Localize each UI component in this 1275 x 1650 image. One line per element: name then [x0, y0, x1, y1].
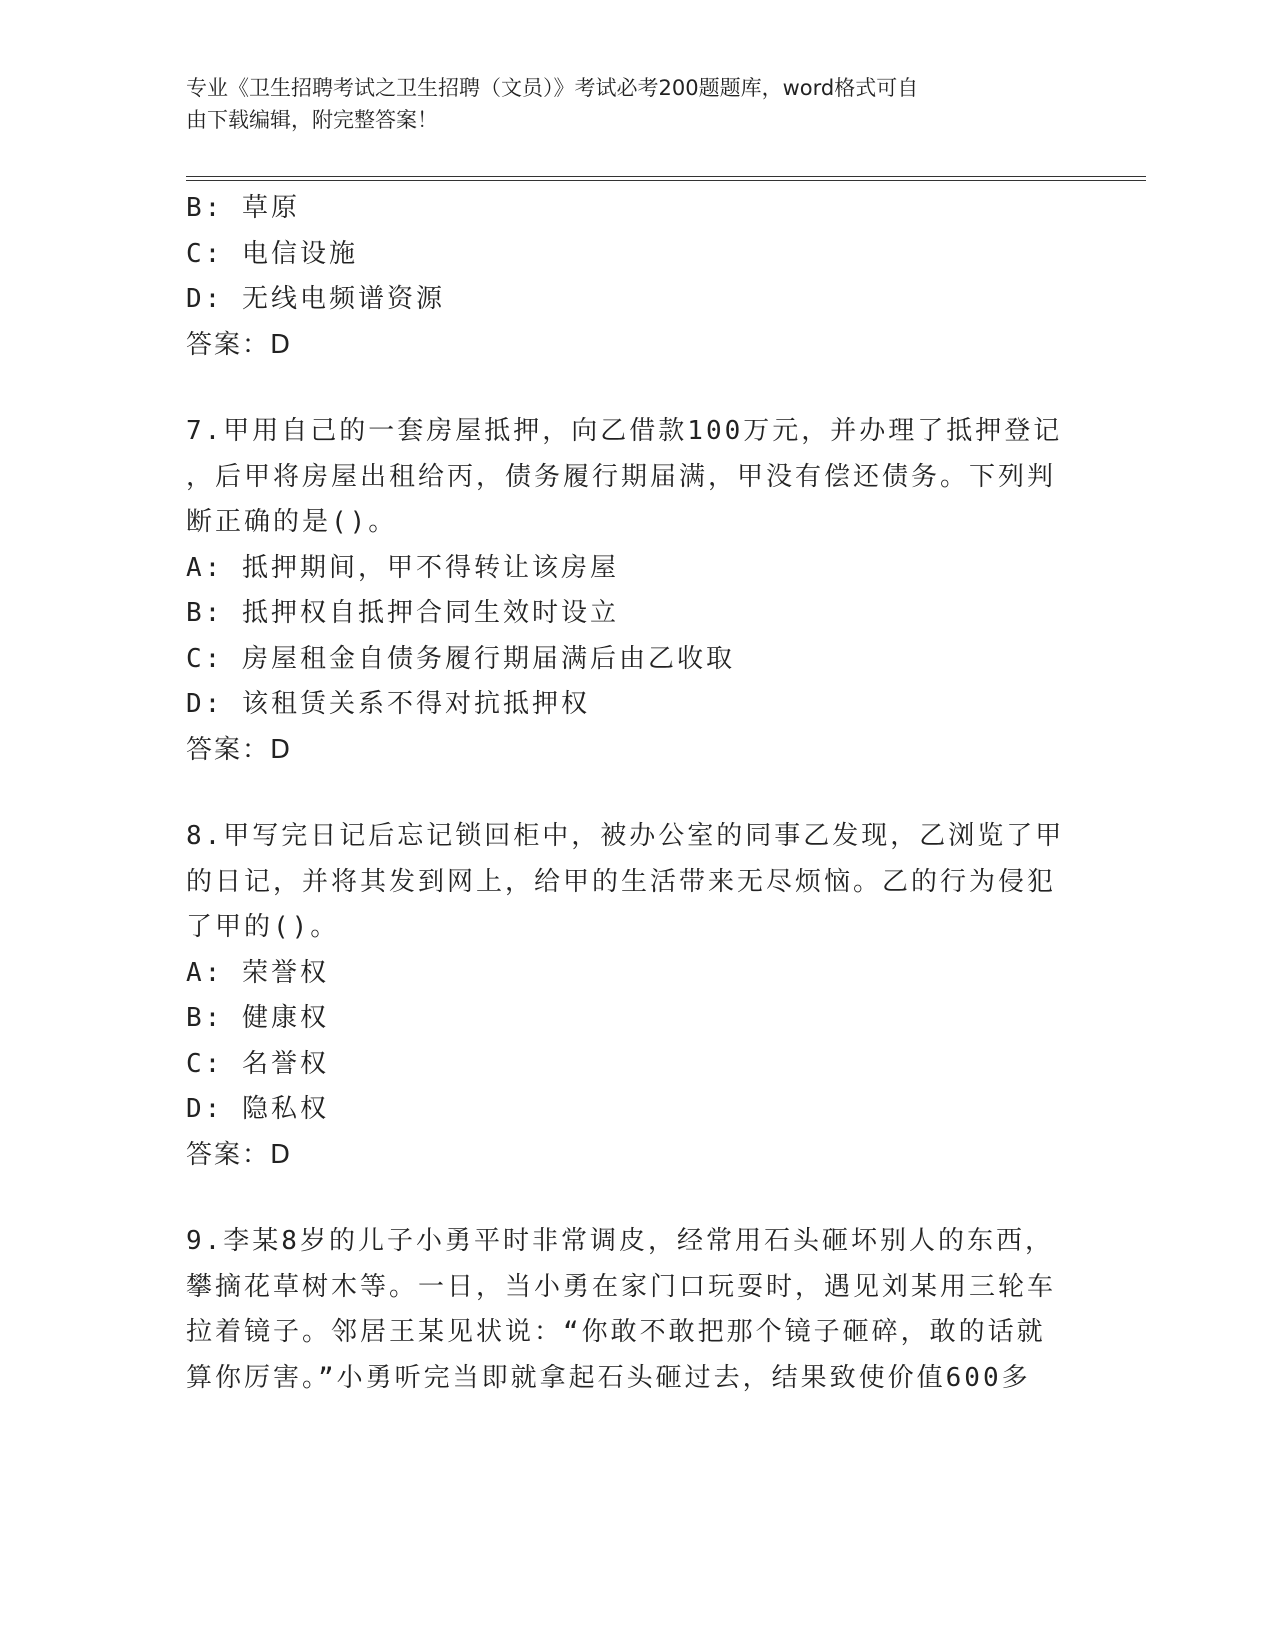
header-divider-top: [186, 176, 1146, 177]
option-b: B: 健康权: [186, 1003, 329, 1033]
question-8: [186, 814, 1086, 1178]
question-stem-line: ，后甲将房屋出租给丙，债务履行期届满，甲没有偿还债务。下列判: [186, 461, 1057, 492]
option-d: D: 隐私权: [186, 1094, 329, 1124]
question-stem-line: 的日记，并将其发到网上，给甲的生活带来无尽烦恼。乙的行为侵犯: [186, 866, 1057, 897]
question-6-tail: [186, 186, 1086, 368]
option-b: B: 抵押权自抵押合同生效时设立: [186, 598, 619, 628]
question-stem-line: 8.甲写完日记后忘记锁回柜中，被办公室的同事乙发现，乙浏览了甲: [186, 821, 1065, 851]
header-divider-bottom: [186, 180, 1146, 181]
question-stem-line: 算你厉害。”小勇听完当即就拿起石头砸过去，结果致使价值600多: [186, 1362, 1031, 1393]
question-7: [186, 409, 1086, 773]
option-b: B: 草原: [186, 193, 300, 223]
question-stem-line: 攀摘花草树木等。一日，当小勇在家门口玩耍时，遇见刘某用三轮车: [186, 1271, 1057, 1302]
question-stem-line: 7.甲用自己的一套房屋抵押，向乙借款100万元，并办理了抵押登记: [186, 416, 1063, 446]
option-c: C: 电信设施: [186, 238, 358, 269]
option-a: A: 荣誉权: [186, 957, 329, 988]
question-stem-line: 拉着镜子。邻居王某见状说：“你敢不敢把那个镜子砸碎，敢的话就: [186, 1317, 1046, 1347]
option-d: D: 该租赁关系不得对抗抵押权: [186, 689, 590, 719]
question-9: [186, 1219, 1086, 1401]
option-c: C: 房屋租金自债务履行期届满后由乙收取: [186, 643, 735, 674]
question-stem-line: 断正确的是()。: [186, 507, 398, 537]
header-line-1: 专业《卫生招聘考试之卫生招聘（文员）》考试必考200题题库，word格式可自: [186, 76, 919, 100]
answer: 答案：D: [186, 734, 293, 765]
answer: 答案：D: [186, 1139, 293, 1170]
header-line-2: 由下载编辑，附完整答案！: [186, 108, 438, 132]
option-a: A: 抵押期间，甲不得转让该房屋: [186, 552, 619, 583]
answer: 答案：D: [186, 329, 293, 360]
option-d: D: 无线电频谱资源: [186, 284, 445, 314]
question-stem-line: 9.李某8岁的儿子小勇平时非常调皮，经常用石头砸坏别人的东西，: [186, 1226, 1054, 1256]
question-content: [186, 186, 1086, 1401]
question-stem-line: 了甲的()。: [186, 912, 340, 942]
option-c: C: 名誉权: [186, 1048, 329, 1079]
document-header: [186, 72, 1066, 136]
